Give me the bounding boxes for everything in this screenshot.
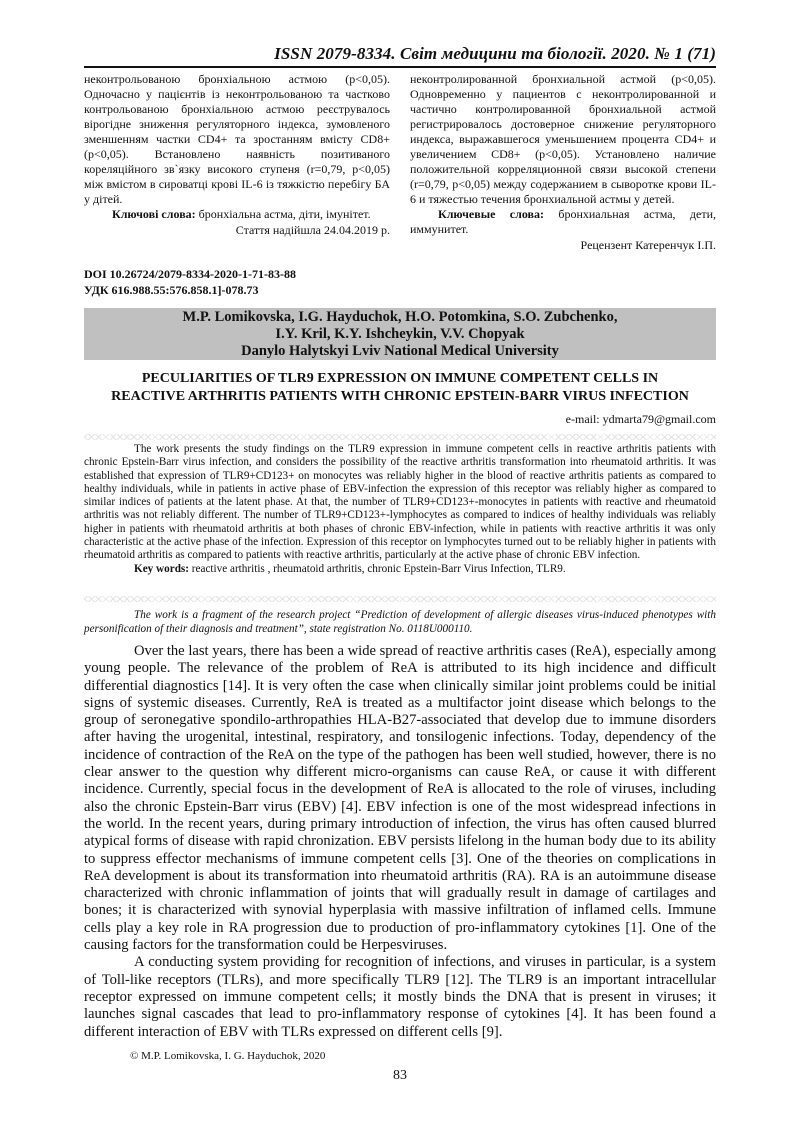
funding-note [84,608,716,636]
page-number: 83 [393,1068,407,1083]
ukrainian-summary [84,72,390,253]
russian-keywords [410,207,716,237]
keywords-label: Key words: [134,562,189,575]
copyright: © M.P. Lomikovska, I. G. Hayduchok, 2020 [130,1050,326,1062]
keywords-label: Ключевые слова: [438,207,544,221]
reviewer: Рецензент Катеренчук І.П. [580,238,716,252]
title-line-2: REACTIVE ARTHRITIS PATIENTS WITH CHRONIC EPSTEIN-BARR VIRUS INFECTION [111,389,689,404]
abstract-text: The work presents the study findings on the TLR9 expression in immune competent cells in reactive arthritis patients with chronic Epstein-Barr virus infection, and considers the possibility of the reactive arthritis transformation into rheumatoid arthritis. It was established that expression of TLR9+CD123+ on monocytes was reliably higher in the blood of reactive arthritis patients as compared to healthy individuals, while in patients in active phase of EBV-infection the expression of this receptor was reliably higher as compared to similar indices of patients at the latent phase. At that, the number of TLR9+CD123+-monocytes in patients with reactive and rheumatoid arthritis was not reliably different. The number of TLR9+CD123+-lymphocytes as compared to indices of healthy individuals was reliably higher in patients with rheumatoid arthritis at both phases of chronic EBV-infection, while in patients with reactive arthritis it was only characteristic at the active phase of the infection. Expression of this receptor on lymphocytes turned out to be reliably higher in patients with rheumatoid arthritis as compared to patients with reactive arthritis, particularly at the active phase of chronic EBV infection. [84,443,716,562]
ukrainian-summary-text: неконтрольованою бронхіальною астмою (р<0,05). Одночасно у пацієнтів із неконтрольованою та частково контрольованою бронхіальною астмою реєструвалось вірогідне зниження регуляторного індекса, зумовленого зменшенням частки CD4+ та зростанням вмісту CD8+ (p<0,05). Встановлено наявність позитиваного кореляційного зв`язку високого ступеня (r=0,79, p<0,05) між вмістом в сироватці крові IL-6 із тяжкістю перебігу БА у дітей. [84,72,390,206]
keywords-text: reactive arthritis , rheumatoid arthritis, chronic Epstein-Barr Virus Infection, TLR9. [189,562,566,575]
russian-summary [410,72,716,253]
keywords-text: бронхіальна астма, діти, імунітет. [195,207,371,221]
header-rule [84,66,716,68]
title-line-1: PECULIARITIES OF TLR9 EXPRESSION ON IMMUNE COMPETENT CELLS IN [141,371,659,386]
article-body [84,643,716,1041]
author-band [84,308,716,360]
keywords-text: бронхиальная астма, дети, иммунитет. [410,207,716,236]
doi: DOI 10.26724/2079-8334-2020-1-71-83-88 [84,267,296,281]
running-head: ISSN 2079-8334. Світ медицини та біології. 2020. № 1 (71) [274,44,716,63]
udc: УДК 616.988.55:576.858.1]-078.73 [84,283,259,297]
body-paragraph: A conducting system providing for recognition of infections, and viruses in particular, is a system of Toll-like receptors (TLRs), and more specifically TLR9 [12]. The TLR9 is an important intracellular receptor expressed on immune competent cells; it mostly binds the DNA that is present in viruses; it launches signal cascades that lead to pro-inflammatory response of cytokines [4]. It has been found a different interaction of EBV with TLRs expressed on different cells [9]. [84,954,716,1040]
contact-email: e-mail: ydmarta79@gmail.com [565,412,716,426]
received-date: Стаття надійшла 24.04.2019 р. [235,223,390,237]
authors-line-1: M.P. Lomikovska, I.G. Hayduchok, H.O. Potomkina, S.O. Zubchenko, [182,309,618,325]
abstract-keywords [84,563,716,576]
authors-line-2: I.Y. Kril, K.Y. Ishcheykin, V.V. Chopyak [275,326,525,342]
previous-article-summaries [84,72,716,253]
abstract-border-top [84,434,716,440]
doi-udc-block [84,266,296,298]
ukrainian-keywords [84,207,390,222]
article-title [84,370,716,406]
russian-summary-text: неконтролированной бронхиальной астмой (р<0,05). Одновременно у пациентов с неконтролированной и частично контролированной бронхиальной астмой регистрировалось достоверное снижение регуляторного индекса, выражавшегося уменьшением процента CD4+ и увеличением CD8+ (p<0,05). Установлено наличие положительной корреляционной связи высокой степени (r=0,79, p<0,05) между содержанием в сыворотке крови IL-6 и тяжестью течения бронхиальной астмы у детей. [410,72,716,206]
affiliation: Danylo Halytskyi Lviv National Medical University [241,343,559,359]
funding-text: The work is a fragment of the research project “Prediction of development of allergic diseases virus-induced phenotypes with personification of their diagnosis and treatment”, state registration No. 0118U000110. [84,609,716,635]
body-paragraph: Over the last years, there has been a wide spread of reactive arthritis cases (ReA), especially among young people. The relevance of the problem of ReA is attributed to its high incidence and difficult differential diagnostics [14]. It is very often the case when clinically similar joint problems could be initial signs of systemic diseases. Currently, ReA is treated as a multifactor joint disease which belongs to the group of seronegative spondilo-arthropathies HLA-B27-associated that develop due to immune disorders after having the urogenital, intestinal, respiratory, and tonsilogenic infections. Today, dependency of the incidence of contraction of the ReA on the type of the pathogen has been well studied, however, there is no clear answer to the question why different micro-organisms can cause ReA, or cause it with different incidence. Currently, special focus in the development of ReA is allocated to the role of viruses, including also the chronic Epstein-Barr virus (EBV) [4]. EBV infection is one of the most widespread infections in the world. In the recent years, during primary introduction of infection, the virus has often caused blurred atypical forms of disease with rapid chronization. EBV persists lifelong in the human body due to its ability to suppress effector mechanisms of immune competent cells [3]. One of the theories on complications in ReA development is about its transformation into rheumatoid arthritis (RA). RA is an autoimmune disease characterized with chronic inflammation of joints that will gradually result in damage of cartilages and bones; it is characterized with synovial hyperplasia with massive infiltration of inflamed cells. Immune cells play a key role in RA progression due to production of pro-inflammatory cytokines [1]. One of the causing factors for the transformation could be Herpesviruses. [84,643,716,954]
abstract-border-bottom [84,596,716,602]
abstract [84,443,716,576]
keywords-label: Ключові слова: [112,207,196,221]
